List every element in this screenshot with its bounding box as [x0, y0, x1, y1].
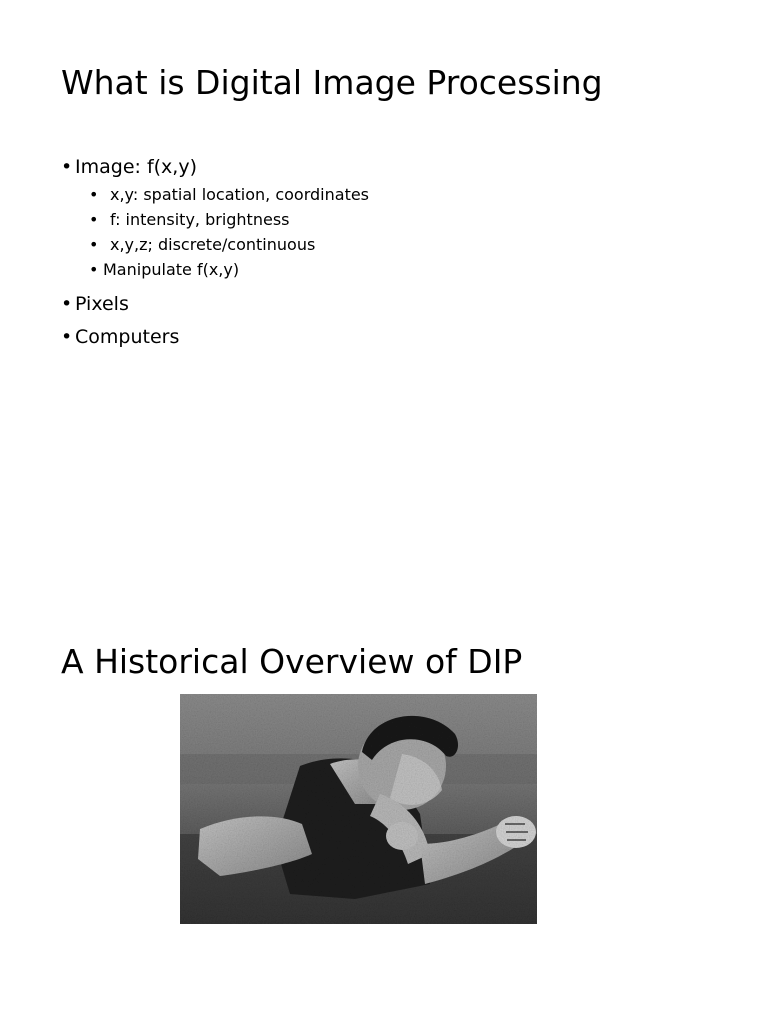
bullet-dot: •	[89, 235, 99, 254]
bullet-xyz	[61, 232, 369, 257]
bullet-text: Image: f(x,y)	[75, 156, 197, 178]
slide-2	[0, 512, 768, 1024]
bullet-pixels	[61, 289, 369, 319]
slide-1-title: What is Digital Image Processing	[61, 63, 603, 102]
bullet-xy	[61, 182, 369, 207]
bullet-text: x,y,z; discrete/continuous	[110, 235, 316, 254]
bullet-text: x,y: spatial location, coordinates	[110, 185, 370, 204]
bullet-dot: •	[61, 156, 73, 178]
bullet-text: Pixels	[75, 293, 129, 315]
bullet-dot: •	[61, 293, 73, 315]
bullet-text: Manipulate f(x,y)	[103, 260, 240, 279]
bullet-text: f: intensity, brightness	[110, 210, 290, 229]
bullet-dot: •	[89, 185, 99, 204]
bullet-text: Computers	[75, 326, 180, 348]
bullet-dot: •	[89, 210, 99, 229]
bullet-dot: •	[89, 260, 99, 279]
bullet-computers	[61, 322, 369, 352]
bullet-dot: •	[61, 326, 73, 348]
historical-boxer-photo	[180, 694, 537, 924]
slide-2-title: A Historical Overview of DIP	[61, 642, 523, 681]
bullet-manipulate	[61, 257, 369, 283]
bullet-f	[61, 207, 369, 232]
bullet-image	[61, 152, 369, 182]
bullet-list	[61, 152, 369, 352]
